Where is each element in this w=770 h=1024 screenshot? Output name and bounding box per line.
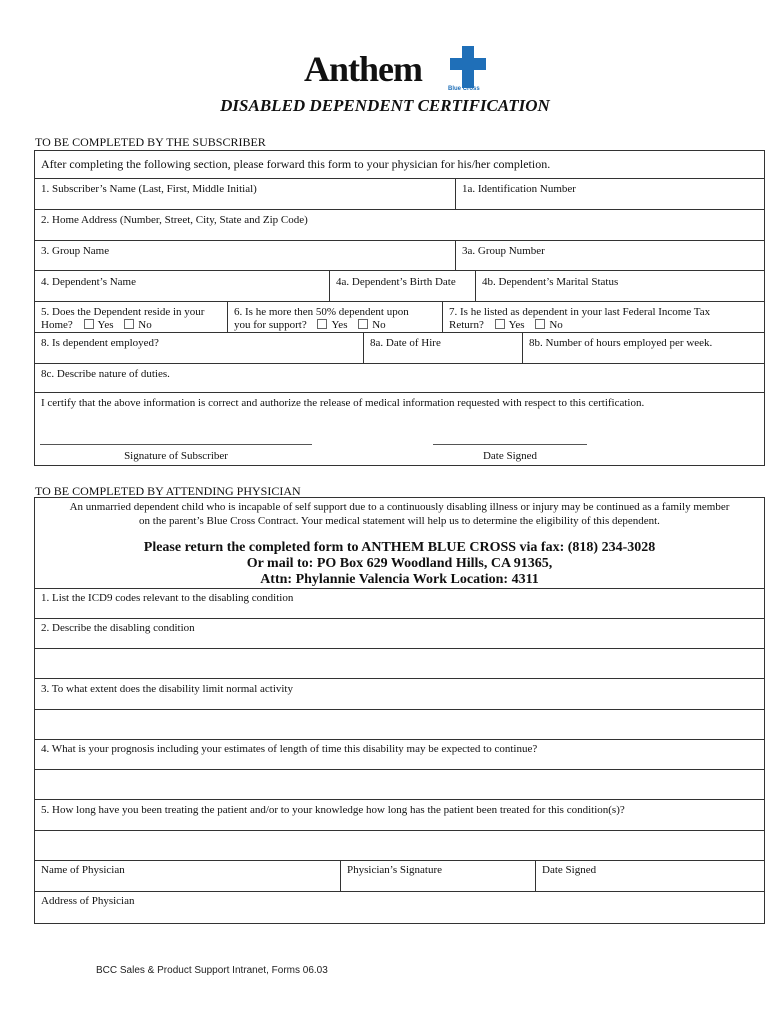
subscriber-signature-label: Signature of Subscriber: [124, 450, 228, 462]
field-8a-date-of-hire[interactable]: 8a. Date of Hire: [370, 337, 441, 349]
field-3a-group-number[interactable]: 3a. Group Number: [462, 245, 545, 257]
physician-section-heading: TO BE COMPLETED BY ATTENDING PHYSICIAN: [35, 484, 301, 498]
subscriber-instruction: After completing the following section, please forward this form to your physician for his/her completion.: [41, 157, 551, 171]
logo-subtext: Blue Cross: [448, 86, 480, 92]
field-6-yes-label: Yes: [331, 319, 348, 331]
physician-address-field[interactable]: Address of Physician: [41, 895, 135, 907]
field-2-home-address[interactable]: 2. Home Address (Number, Street, City, State and Zip Code): [41, 214, 308, 226]
field-6-question: 6. Is he more then 50% dependent upon: [234, 306, 409, 318]
field-6-no-checkbox[interactable]: [358, 319, 368, 329]
physician-date-field[interactable]: Date Signed: [542, 864, 597, 876]
field-5-no-label: No: [138, 319, 152, 331]
field-6-no-label: No: [372, 319, 386, 331]
field-8b-hours-per-week[interactable]: 8b. Number of hours employed per week.: [529, 337, 713, 349]
physician-intro-line-1: An unmarried dependent child who is incapable of self support due to a continuously disabling illness or injury may be continued as a family member: [69, 501, 730, 513]
field-6-yes-checkbox[interactable]: [317, 319, 327, 329]
question-5-treatment-duration[interactable]: 5. How long have you been treating the patient and/or to your knowledge how long has the patient been treated for this condition(s)?: [41, 804, 625, 816]
return-fax-line: Please return the completed form to ANTHEM BLUE CROSS via fax: (818) 234-3028: [143, 540, 656, 555]
field-5-no-checkbox[interactable]: [124, 319, 134, 329]
field-7-yes-checkbox[interactable]: [495, 319, 505, 329]
answer-2-area[interactable]: [35, 649, 764, 677]
certification-statement: I certify that the above information is correct and authorize the release of medical information requested with respect to this certification.: [41, 397, 645, 409]
physician-signature-field[interactable]: Physician’s Signature: [347, 864, 443, 876]
footer-text: BCC Sales & Product Support Intranet, Forms 06.03: [96, 965, 328, 976]
subscriber-section-heading: TO BE COMPLETED BY THE SUBSCRIBER: [35, 135, 266, 149]
return-mail-line: Or mail to: PO Box 629 Woodland Hills, CA 91365,: [246, 556, 553, 571]
field-7-question-cont: Return?: [449, 319, 484, 331]
field-7-no-label: No: [549, 319, 563, 331]
field-6-dependent-for-support: [228, 303, 442, 333]
logo-wordmark: Anthem: [304, 49, 422, 89]
field-5-yes-checkbox[interactable]: [84, 319, 94, 329]
field-5-question-cont: Home?: [41, 319, 73, 331]
field-4-dependent-name[interactable]: 4. Dependent’s Name: [41, 276, 136, 288]
subscriber-date-label: Date Signed: [482, 450, 538, 462]
field-5-question: 5. Does the Dependent reside in your: [41, 306, 205, 318]
physician-intro-line-2: on the parent’s Blue Cross Contract. Your medical statement will help us to determine the eligibility of this dependent.: [139, 515, 660, 527]
field-1-subscriber-name[interactable]: 1. Subscriber’s Name (Last, First, Middle Initial): [41, 183, 257, 195]
field-7-no-checkbox[interactable]: [535, 319, 545, 329]
field-3-group-name[interactable]: 3. Group Name: [41, 245, 110, 257]
physician-name-field[interactable]: Name of Physician: [41, 864, 125, 876]
anthem-logo: [300, 44, 500, 96]
question-2-disabling-condition[interactable]: 2. Describe the disabling condition: [41, 622, 195, 634]
blue-cross-icon: [450, 46, 486, 88]
subscriber-signature-line[interactable]: [40, 444, 312, 445]
field-8-dependent-employed[interactable]: 8. Is dependent employed?: [41, 337, 159, 349]
question-4-prognosis[interactable]: 4. What is your prognosis including your estimates of length of time this disability may be expected to continue?: [41, 743, 538, 755]
subscriber-date-line[interactable]: [433, 444, 587, 445]
field-7-tax-dependent: [443, 303, 764, 333]
field-7-yes-label: Yes: [508, 319, 525, 331]
physician-intro: [35, 500, 764, 528]
answer-5-area[interactable]: [35, 831, 764, 859]
return-instructions: [35, 540, 764, 588]
return-attn-line: Attn: Phylannie Valencia Work Location: 4311: [260, 572, 539, 587]
page-title: DISABLED DEPENDENT CERTIFICATION: [220, 96, 550, 115]
field-8c-nature-of-duties[interactable]: 8c. Describe nature of duties.: [41, 368, 170, 380]
field-5-yes-label: Yes: [97, 319, 114, 331]
field-7-question: 7. Is he listed as dependent in your last Federal Income Tax: [449, 306, 711, 318]
field-5-resides-at-home: [35, 303, 227, 333]
field-4a-dependent-birth-date[interactable]: 4a. Dependent’s Birth Date: [336, 276, 456, 288]
question-3-activity-limit[interactable]: 3. To what extent does the disability limit normal activity: [41, 683, 293, 695]
answer-3-area[interactable]: [35, 710, 764, 738]
answer-4-area[interactable]: [35, 770, 764, 798]
field-4b-dependent-marital-status[interactable]: 4b. Dependent’s Marital Status: [482, 276, 619, 288]
field-6-question-cont: you for support?: [234, 319, 307, 331]
field-1a-identification-number[interactable]: 1a. Identification Number: [462, 183, 576, 195]
question-1-icd9-codes[interactable]: 1. List the ICD9 codes relevant to the disabling condition: [41, 592, 294, 604]
